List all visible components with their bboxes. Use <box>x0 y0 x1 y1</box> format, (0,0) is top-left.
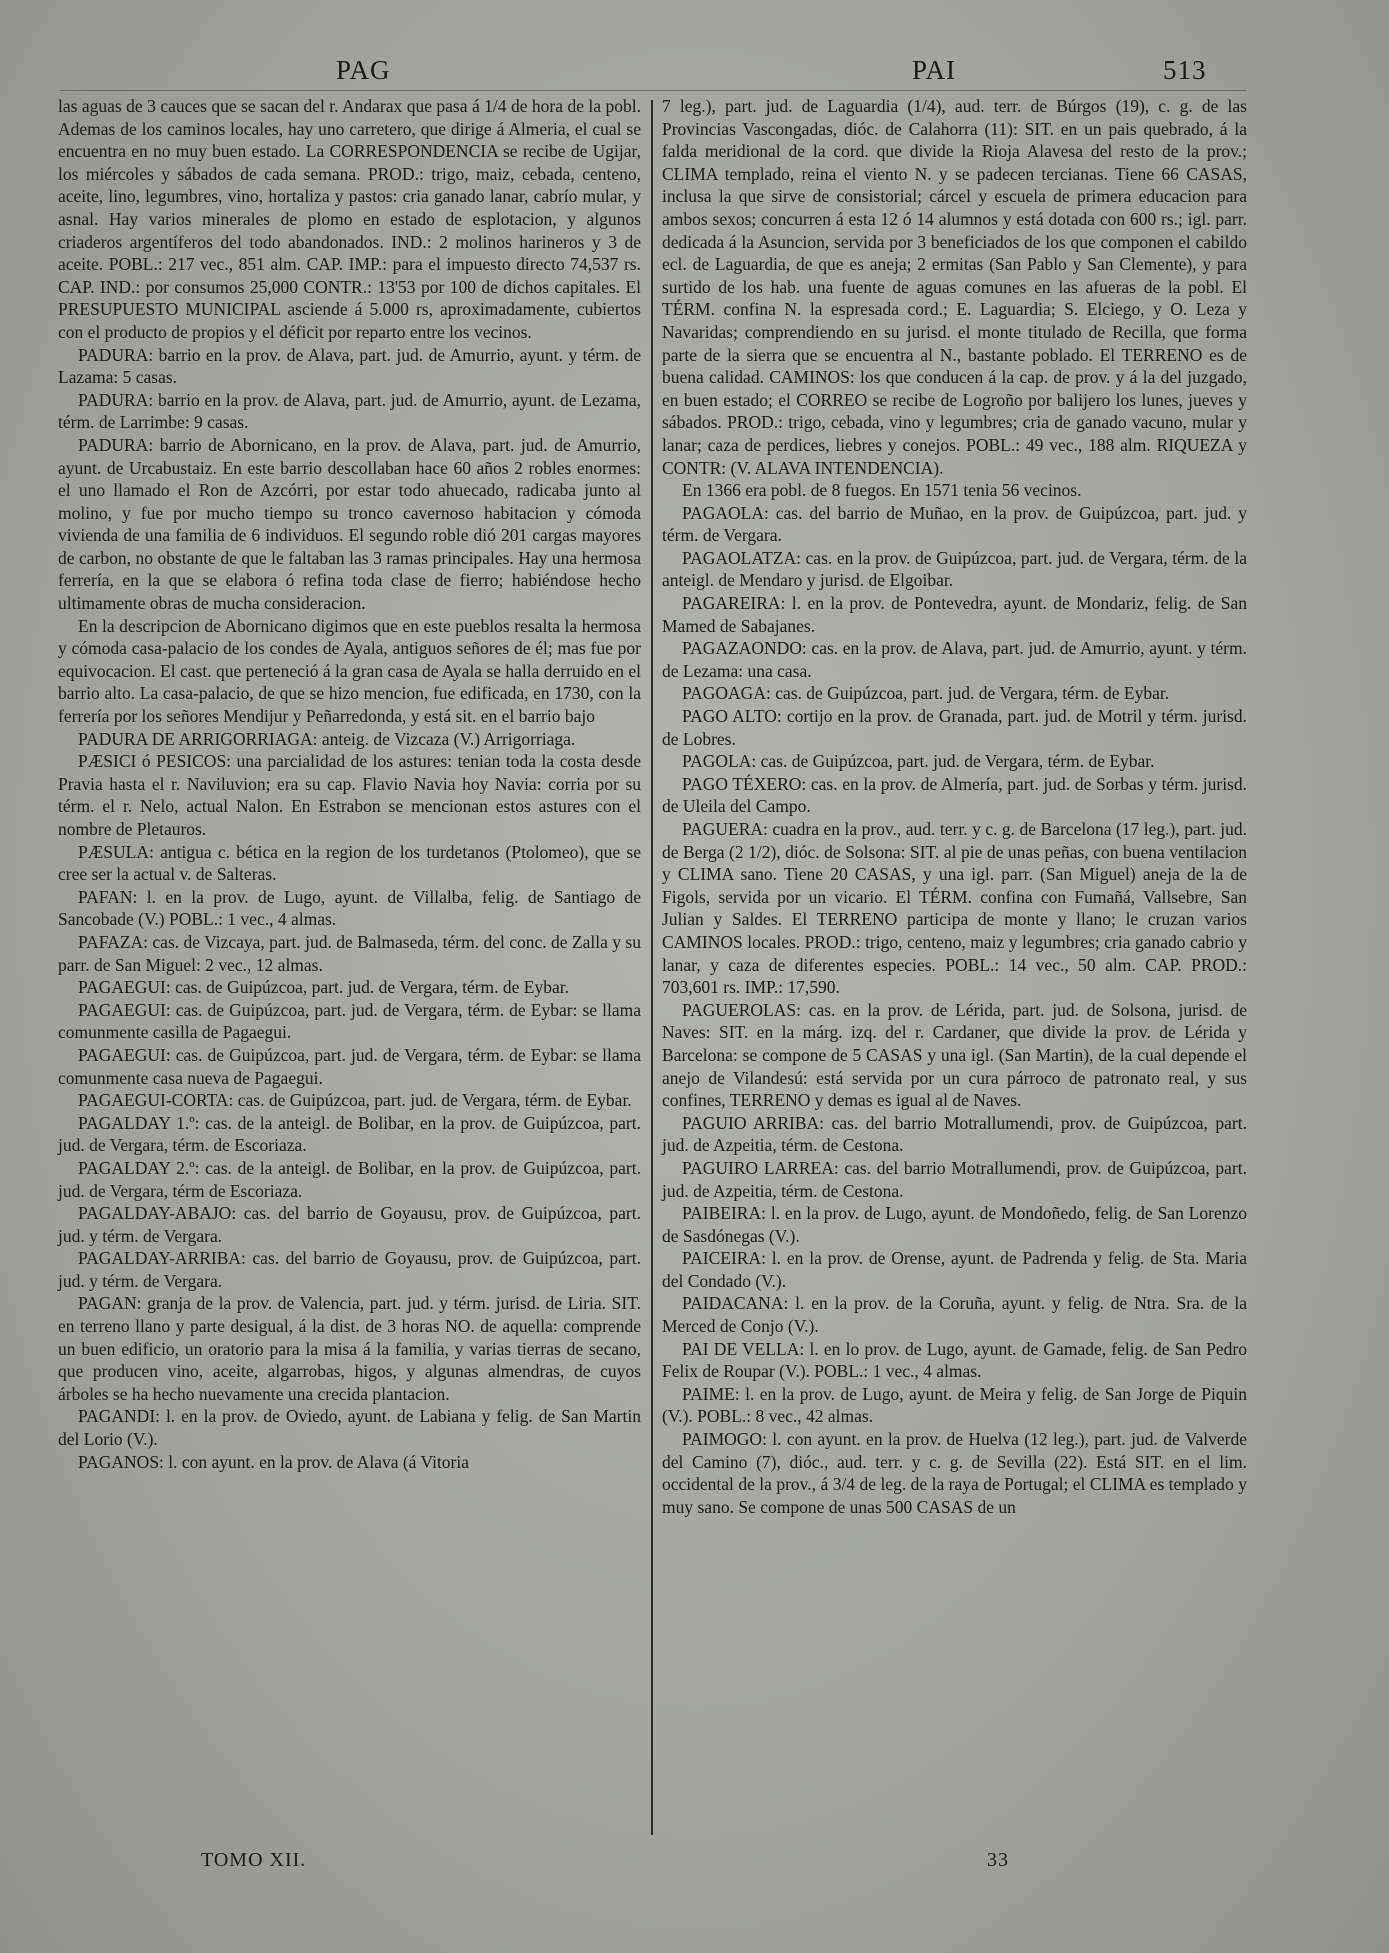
running-head-left: PAG <box>336 55 391 85</box>
entry-paragraph: PAGALDAY-ABAJO: cas. del barrio de Goyausu, prov. de Guipúzcoa, part. jud. y térm. de Vergara. <box>58 1203 641 1246</box>
left-column <box>58 95 641 1473</box>
entry-paragraph: PAGAREIRA: l. en la prov. de Pontevedra, ayunt. de Mondariz, felig. de San Mamed de Sabajanes. <box>662 593 1247 636</box>
entry-paragraph: PAGANOS: l. con ayunt. en la prov. de Alava (á Vitoria <box>78 1451 470 1472</box>
entry-paragraph: En la descripcion de Abornicano digimos que en este pueblos resalta la hermosa y cómoda casa-palacio de los condes de Ayala, antiguos señores de él; mas fue por equivocacion. El cast. que perteneció á la gran casa de Ayala se halla derruido en el barrio alto. La casa-palacio, de que se hizo mencion, fue edificada, en 1730, con la ferrería por los señores Mendijur y Peñarredonda, y está sit. en el barrio bajo <box>58 615 641 727</box>
entry-paragraph: PAIBEIRA: l. en la prov. de Lugo, ayunt. de Mondoñedo, felig. de San Lorenzo de Sasdónegas (V.). <box>662 1203 1247 1246</box>
entry-paragraph: PAGUERA: cuadra en la prov., aud. terr. y c. g. de Barcelona (17 leg.), part. jud. de Berga (2 1/2), dióc. de Solsona: SIT. al pie de unas peñas, con buena ventilacion y CLIMA sano. Tiene 20 CASAS, y una igl. parr. (San Miguel) aneja de la de Figols, servida por un vicario. El TÉRM. confina con Fumañá, Vallsebre, San Julian y Saldes. El TERRENO participa de monte y llano; le cruzan varios CAMINOS locales. PROD.: trigo, centeno, maiz y legumbres; cria ganado cabrio y lanar, y caza de diferentes especies. POBL.: 14 vec., 50 alm. CAP. PROD.: 703,601 rs. IMP.: 17,590. <box>662 819 1247 998</box>
entry-paragraph: PAGUIRO LARREA: cas. del barrio Motrallumendi, prov. de Guipúzcoa, part. jud. de Azpeitia, térm. de Cestona. <box>662 1157 1247 1201</box>
entry-paragraph: PAGUEROLAS: cas. en la prov. de Lérida, part. jud. de Solsona, jurisd. de Naves: SIT. en la márg. izq. del r. Cardaner, que divide la prov. de Lérida y Barcelona: se compone de 5 CASAS y una igl. (San Martin), de la cual depende el anejo de Vilandesú: está servida por un cura párroco de patronato real, y sus confines, TERRENO y demas es igual al de Naves. <box>662 999 1247 1111</box>
header-rule <box>60 90 1247 91</box>
volume-footer: TOMO XII. <box>201 1849 307 1871</box>
entry-paragraph: PAGANDI: l. en la prov. de Oviedo, ayunt. de Labiana y felig. de San Martin del Lorio (V.). <box>58 1406 641 1450</box>
entry-paragraph: las aguas de 3 cauces que se sacan del r. Andarax que pasa á 1/4 de hora de la pobl. Ademas de los caminos locales, hay uno carretero, que dirige á Almeria, el cual se encuentra en no muy buen estado. La CORRESPONDENCIA se recibe de Ugijar, los miércoles y sábados de cada semana. PROD.: trigo, maiz, cebada, centeno, aceite, lino, legumbres, vino, hortaliza y pastos: cria ganado lanar, cabrío mular, y asnal. Hay varios minerales de plomo en estado de esplotacion, y algunos criaderos argentíferos del todo abandonados. IND.: 2 molinos harineros y 3 de aceite. POBL.: 217 vec., 851 alm. CAP. IMP.: para el impuesto directo 74,537 rs. CAP. IND.: por consumos 25,000 CONTR.: 13'53 por 100 de dichos capitales. El PRESUPUESTO MUNICIPAL asciende á 5.000 rs, aproximadamente, cubiertos con el producto de propios y el déficit por reparto entre los vecinos. <box>58 96 641 342</box>
entry-paragraph: PAGOAGA: cas. de Guipúzcoa, part. jud. de Vergara, térm. de Eybar. <box>682 683 1170 704</box>
entry-paragraph: PAIDACANA: l. en la prov. de la Coruña, ayunt. y felig. de Ntra. Sra. de la Merced de Conjo (V.). <box>662 1293 1247 1337</box>
entry-paragraph: PADURA: barrio en la prov. de Alava, part. jud. de Amurrio, ayunt. y térm. de Lazama: 5 casas. <box>58 344 641 388</box>
entry-paragraph: PADURA: barrio de Abornicano, en la prov. de Alava, part. jud. de Amurrio, ayunt. de Urcabustaiz. En este barrio descollaban hace 60 años 2 robles enormes: el uno llamado el Ron de Azcórri, por estar todo ahuecado, radicaba junto al molino, y fue por mucho tiempo su tronco cavernoso habitacion y cómoda vivienda de una familia de 6 individuos. El segundo roble dió 201 cargas mayores de carbon, no obstante de que le faltaban las 3 ramas principales. Hay una hermosa ferrería, en la que se elabora ó refina toda clase de fierro; habiéndose hecho ultimamente obras de mucha consideracion. <box>58 434 641 614</box>
entry-paragraph: PAGAOLA: cas. del barrio de Muñao, en la prov. de Guipúzcoa, part. jud. y térm. de Vergara. <box>662 502 1247 546</box>
entry-paragraph: En 1366 era pobl. de 8 fuegos. En 1571 tenia 56 vecinos. <box>682 480 1082 501</box>
column-divider <box>651 100 653 1835</box>
entry-paragraph: PAGAZAONDO: cas. en la prov. de Alava, part. jud. de Amurrio, ayunt. y térm. de Lezama: una casa. <box>662 638 1247 681</box>
entry-paragraph: PAIME: l. en la prov. de Lugo, ayunt. de Meira y felig. de San Jorge de Piquin (V.). POBL.: 8 vec., 42 almas. <box>662 1383 1247 1427</box>
right-column <box>662 95 1247 1518</box>
entry-paragraph: PAFAZA: cas. de Vizcaya, part. jud. de Balmaseda, térm. del conc. de Zalla y su parr. de San Miguel: 2 vec., 12 almas. <box>58 931 641 975</box>
entry-paragraph: PAI DE VELLA: l. en lo prov. de Lugo, ayunt. de Gamade, felig. de San Pedro Felix de Roupar (V.). POBL.: 1 vec., 4 almas. <box>662 1338 1247 1382</box>
entry-paragraph: PADURA: barrio en la prov. de Alava, part. jud. de Amurrio, ayunt. de Lezama, térm. de Larrimbe: 9 casas. <box>58 389 641 433</box>
entry-paragraph: PAICEIRA: l. en la prov. de Orense, ayunt. de Padrenda y felig. de Sta. Maria del Condado (V.). <box>662 1248 1247 1291</box>
entry-paragraph: PAGO ALTO: cortijo en la prov. de Granada, part. jud. de Motril y térm. jurisd. de Lobres. <box>662 706 1247 749</box>
entry-paragraph: PADURA DE ARRIGORRIAGA: anteig. de Vizcaza (V.) Arrigorriaga. <box>78 728 576 749</box>
entry-paragraph: PAGAEGUI: cas. de Guipúzcoa, part. jud. de Vergara, térm. de Eybar: se llama comunmente casa nueva de Pagaegui. <box>58 1044 641 1088</box>
signature-mark: 33 <box>987 1849 1009 1871</box>
entry-paragraph: PAGUIO ARRIBA: cas. del barrio Motrallumendi, prov. de Guipúzcoa, part. jud. de Azpeitia, térm. de Cestona. <box>662 1112 1247 1156</box>
entry-paragraph: PAGAOLATZA: cas. en la prov. de Guipúzcoa, part. jud. de Vergara, térm. de la anteigl. de Mendaro y jurisd. de Elgoibar. <box>662 547 1247 591</box>
entry-paragraph: PAFAN: l. en la prov. de Lugo, ayunt. de Villalba, felig. de Santiago de Sancobade (V.) POBL.: 1 vec., 4 almas. <box>58 886 641 930</box>
entry-paragraph: PAGAEGUI: cas. de Guipúzcoa, part. jud. de Vergara, térm. de Eybar: se llama comunmente casilla de Pagaegui. <box>58 999 641 1043</box>
entry-paragraph: PÆSULA: antigua c. bética en la region de los turdetanos (Ptolomeo), que se cree ser la actual v. de Salteras. <box>58 841 641 885</box>
entry-paragraph: PAGAEGUI: cas. de Guipúzcoa, part. jud. de Vergara, térm. de Eybar. <box>78 977 569 998</box>
running-head-right: PAI <box>912 55 957 85</box>
entry-paragraph: PAGALDAY 1.º: cas. de la anteigl. de Bolibar, en la prov. de Guipúzcoa, part. jud. de Vergara, térm. de Escoriaza. <box>58 1112 641 1156</box>
entry-paragraph: PAGOLA: cas. de Guipúzcoa, part. jud. de Vergara, térm. de Eybar. <box>682 751 1155 772</box>
page-number: 513 <box>1163 55 1207 85</box>
entry-paragraph: PAGAN: granja de la prov. de Valencia, part. jud. y térm. jurisd. de Liria. SIT. en terreno llano y parte desigual, á la dist. de 3 horas NO. de aquella: comprende un buen edificio, un oratorio para la misa á la familia, y varias tierras de secano, que producen vino, aceite, algarrobas, higos, y algunas almendras, de cuyos árboles se ha hecho nuevamente una crecida plantacion. <box>58 1293 641 1404</box>
entry-paragraph: PAIMOGO: l. con ayunt. en la prov. de Huelva (12 leg.), part. jud. de Valverde del Camino (7), dióc., aud. terr. y c. g. de Sevilla (22). Está SIT. en el lim. occidental de la prov., á 3/4 de leg. de la raya de Portugal; el CLIMA es templado y muy sano. Se compone de unas 500 CASAS de un <box>662 1429 1247 1517</box>
entry-paragraph: PAGAEGUI-CORTA: cas. de Guipúzcoa, part. jud. de Vergara, térm. de Eybar. <box>78 1090 632 1111</box>
entry-paragraph: PAGALDAY-ARRIBA: cas. del barrio de Goyausu, prov. de Guipúzcoa, part. jud. y térm. de Vergara. <box>58 1248 641 1291</box>
entry-paragraph: 7 leg.), part. jud. de Laguardia (1/4), aud. terr. de Búrgos (19), c. g. de las Provincias Vascongadas, dióc. de Calahorra (11): SIT. en un pais quebrado, á la falda meridional de la cord. que divide la Rioja Alavesa del resto de la prov.; CLIMA templado, reina el viento N. y se padecen tercianas. Tiene 66 CASAS, inclusa la que sirve de consistorial; cárcel y escuela de primera educacion para ambos sexos; concurren á esta 12 ó 14 alumnos y está dotada con 600 rs.; igl. parr. dedicada á la Asuncion, servida por 3 beneficiados de los que componen el cabildo ecl. de Laguardia, de que es aneja; 2 ermitas (San Pablo y San Clemente), y para surtido de los hab. una fuente de aguas comunes en las afueras de la pobl. El TÉRM. confina N. la espresada cord.; E. Laguardia; S. Elciego, y O. Leza y Navaridas; comprendiendo en su jurisd. el monte titulado de Recilla, que forma parte de la sierra que se encuentra al N., bastante poblado. El TERRENO es de buena calidad. CAMINOS: los que conducen á la cap. de prov. y á la del juzgado, en buen estado; el CORREO se recibe de Logroño por balijero los lunes, jueves y sábados. PROD.: trigo, cebada, vino y legumbres; cria de ganado vacuno, mular y lanar; caza de perdices, liebres y conejos. POBL.: 49 vec., 188 alm. RIQUEZA y CONTR: (V. ALAVA INTENDENCIA). <box>662 96 1247 478</box>
entry-paragraph: PAGO TÉXERO: cas. en la prov. de Almería, part. jud. de Sorbas y térm. jurisd. de Uleila del Campo. <box>662 773 1247 817</box>
entry-paragraph: PAGALDAY 2.º: cas. de la anteigl. de Bolibar, en la prov. de Guipúzcoa, part. jud. de Vergara, térm de Escoriaza. <box>58 1157 641 1201</box>
entry-paragraph: PÆSICI ó PESICOS: una parcialidad de los astures: tenian toda la costa desde Pravia hasta el r. Naviluvion; era su cap. Flavio Navia hoy Navia: corria por su térm. el r. Nelo, actual Nalon. En Estrabon se mencionan estos astures con el nombre de Pletauros. <box>58 751 641 839</box>
